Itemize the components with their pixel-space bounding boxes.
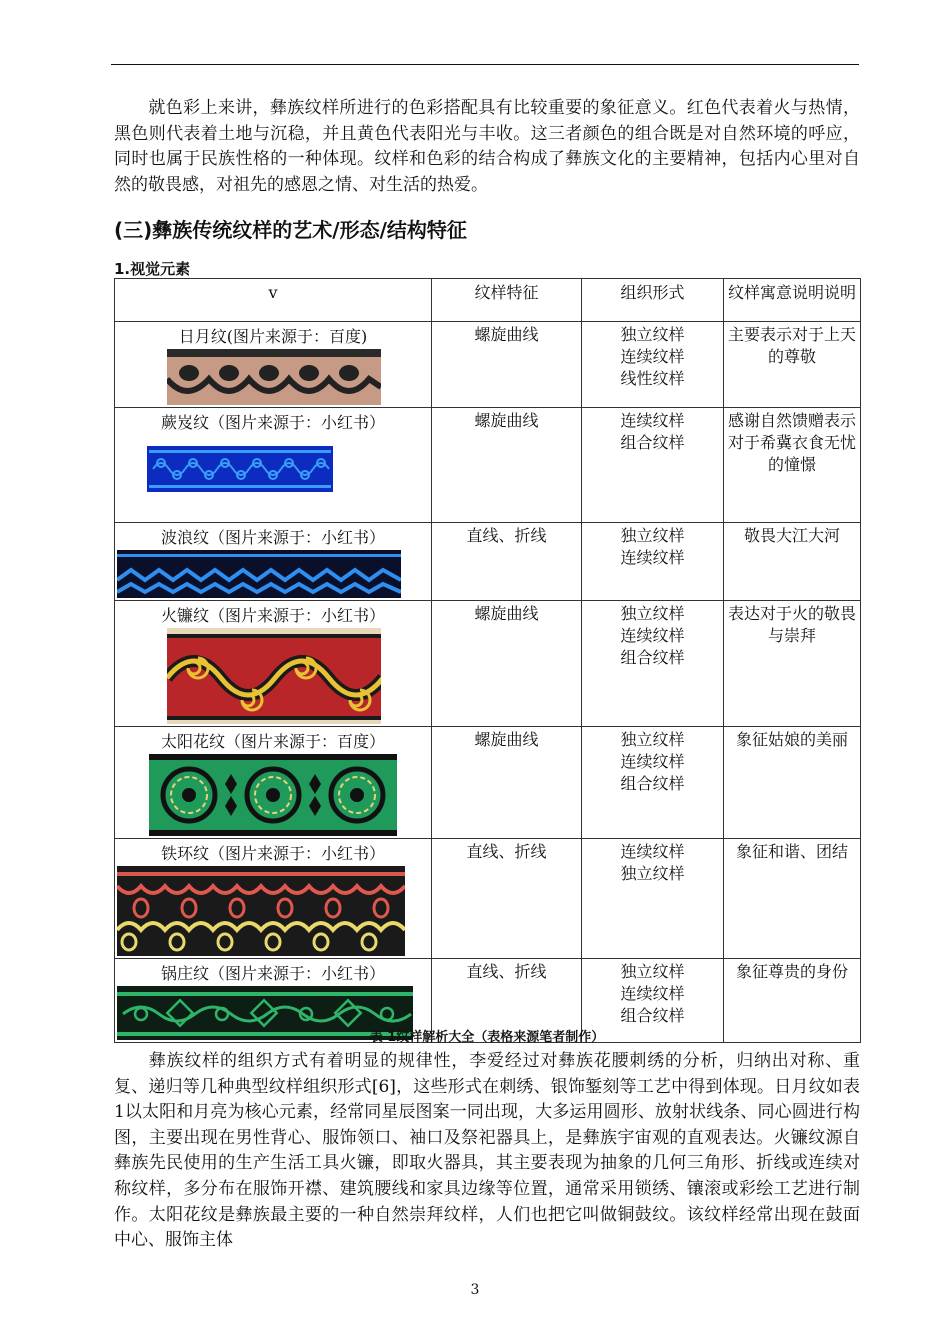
pattern-title: 锅庄纹（图片来源于：小红书） [160,964,385,983]
meaning-cell: 敬畏大江大河 [724,523,861,601]
form-item: 连续纹样 [620,411,685,430]
feature-cell: 螺旋曲线 [432,727,582,839]
feature-cell: 直线、折线 [432,839,582,959]
pattern-title: 铁环纹（图片来源于：小红书） [160,844,385,863]
forms-cell [582,839,724,959]
form-item: 独立纹样 [620,962,685,981]
pattern-cell [115,322,432,408]
forms-cell [582,408,724,523]
form-item: 独立纹样 [620,526,685,545]
header-cell-pattern: v [115,279,432,322]
feature-cell: 螺旋曲线 [432,322,582,408]
forms-cell [582,601,724,727]
table-row [115,601,861,727]
meaning-cell: 主要表示对于上天的尊敬 [724,322,861,408]
feature-cell: 螺旋曲线 [432,601,582,727]
forms-cell [582,727,724,839]
body-paragraph: 彝族纹样的组织方式有着明显的规律性，李爱经过对彝族花腰刺绣的分析，归纳出对称、重复、递归等几种典型纹样组织形式[6]，这些形式在刺绣、银饰錾刻等工艺中得到体现。日月纹如表1以太阳和月亮为核心元素，经常同星辰图案一同出现，大多运用圆形、放射状线条、同心圆进行构图，主要出现在男性背心、服饰领口、袖口及祭祀器具上，是彝族宇宙观的直观表达。火镰纹源自彝族先民使用的生产生活工具火镰，即取火器具，其主要表现为抽象的几何三角形、折线或连续对称纹样，多分布在服饰开襟、建筑腰线和家具边缘等位置，通常采用锁绣、镶滚或彩绘工艺进行制作。太阳花纹是彝族最主要的一种自然崇拜纹样，人们也把它叫做铜鼓纹。该纹样经常出现在鼓面中心、服饰主体 [114,1051,860,1251]
pattern-title: 蕨岌纹（图片来源于：小红书） [160,413,385,432]
feature-cell: 螺旋曲线 [432,408,582,523]
meaning-cell: 象征姑娘的美丽 [724,727,861,839]
feature-cell: 直线、折线 [432,959,582,1043]
header-cell-forms: 组织形式 [582,279,724,322]
fire-sickle-pattern-image [119,628,427,724]
section-heading: (三)彝族传统纹样的艺术/形态/结构特征 [114,218,467,242]
form-item: 组合纹样 [620,1006,685,1025]
table-row [115,839,861,959]
feature-cell: 直线、折线 [432,523,582,601]
pattern-title: 波浪纹（图片来源于：小红书） [160,528,385,547]
pattern-title: 日月纹(图片来源于：百度) [178,327,368,346]
pattern-cell [115,601,432,727]
iron-ring-pattern-image [119,866,427,956]
pattern-cell [115,408,432,523]
header-rule [111,64,859,65]
fern-pattern-image [119,446,427,492]
pattern-cell [115,727,432,839]
form-item: 线性纹样 [620,369,685,388]
form-item: 独立纹样 [620,325,685,344]
table-caption: 表 1纹样解析大全（表格来源笔者制作） [369,1030,605,1045]
form-item: 组合纹样 [620,433,685,452]
table-row [115,322,861,408]
pattern-title: 火镰纹（图片来源于：小红书） [160,606,385,625]
meaning-cell: 感谢自然馈赠表示对于希冀衣食无忧的憧憬 [724,408,861,523]
forms-cell [582,322,724,408]
form-item: 连续纹样 [620,548,685,567]
form-item: 组合纹样 [620,648,685,667]
pattern-cell [115,523,432,601]
form-item: 组合纹样 [620,774,685,793]
table-row [115,523,861,601]
sun-moon-pattern-image [119,349,427,405]
meaning-cell: 表达对于火的敬畏与崇拜 [724,601,861,727]
forms-cell [582,523,724,601]
header-cell-meaning: 纹样寓意说明说明 [724,279,861,322]
meaning-cell: 象征尊贵的身份 [724,959,861,1043]
header-cell-feature: 纹样特征 [432,279,582,322]
table-row [115,727,861,839]
page-number: 3 [470,1282,480,1298]
form-item: 独立纹样 [620,604,685,623]
form-item: 独立纹样 [620,730,685,749]
table-header-row [115,279,861,322]
pattern-title: 太阳花纹（图片来源于：百度） [160,732,385,751]
form-item: 连续纹样 [620,752,685,771]
subheading: 1.视觉元素 [114,260,191,278]
meaning-cell: 象征和谐、团结 [724,839,861,959]
form-item: 独立纹样 [620,864,685,883]
form-item: 连续纹样 [620,626,685,645]
form-item: 连续纹样 [620,347,685,366]
pattern-cell [115,839,432,959]
sun-flower-pattern-image [119,754,427,836]
wave-pattern-image [119,550,427,598]
table-row [115,408,861,523]
intro-paragraph: 就色彩上来讲，彝族纹样所进行的色彩搭配具有比较重要的象征意义。红色代表着火与热情，黑色则代表着土地与沉稳，并且黄色代表阳光与丰收。这三者颜色的组合既是对自然环境的呼应，同时也属于民族性格的一种体现。纹样和色彩的结合构成了彝族文化的主要精神，包括内心里对自然的敬畏感，对祖先的感恩之情、对生活的热爱。 [114,98,860,196]
form-item: 连续纹样 [620,842,685,861]
form-item: 连续纹样 [620,984,685,1003]
pattern-table [114,278,861,1043]
